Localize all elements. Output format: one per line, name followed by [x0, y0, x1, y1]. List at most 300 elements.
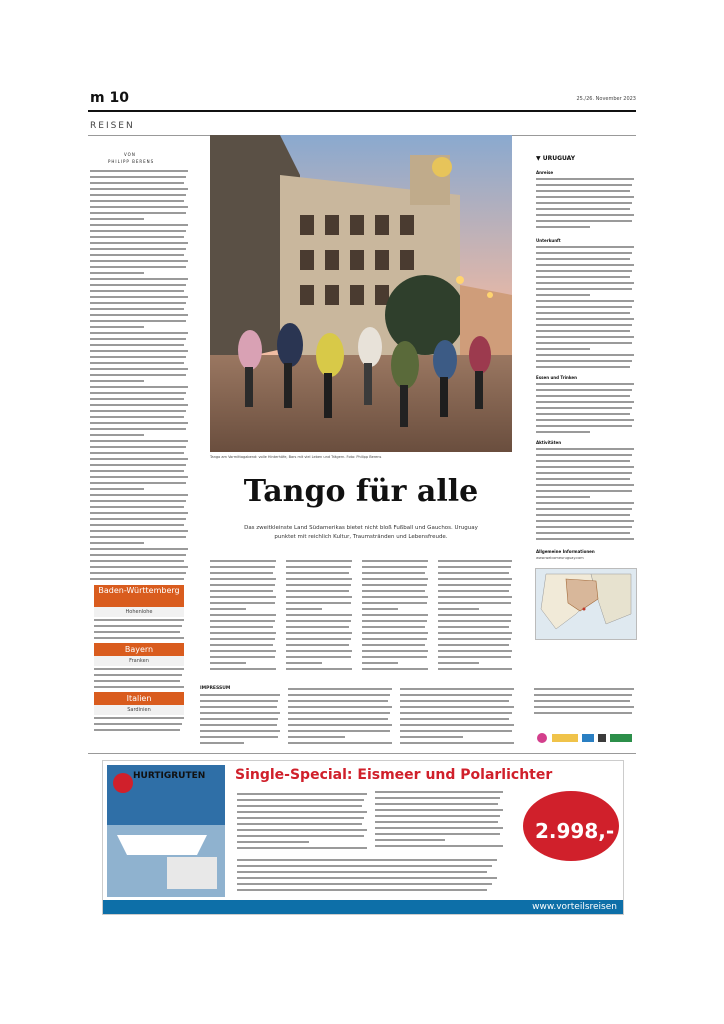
text-line [534, 706, 634, 708]
text-line [237, 865, 492, 867]
text-line [438, 566, 511, 568]
text-line [536, 190, 630, 192]
text-line [362, 596, 428, 598]
text-line [438, 560, 512, 562]
text-line [536, 300, 634, 302]
text-line [90, 206, 188, 208]
text-line [536, 383, 634, 385]
text-line [375, 839, 445, 841]
text-line [90, 404, 188, 406]
text-line [200, 730, 280, 732]
text-line [90, 416, 184, 418]
text-line [375, 803, 498, 805]
text-line [288, 736, 345, 738]
text-line [90, 302, 186, 304]
text-line [536, 419, 634, 421]
text-line [536, 208, 630, 210]
text-line [536, 214, 634, 216]
text-line [90, 488, 144, 490]
text-line [400, 706, 514, 708]
text-line [400, 718, 509, 720]
text-line [536, 312, 630, 314]
sidebar-text-aktivitaeten [536, 448, 634, 544]
text-line [375, 833, 500, 835]
region-italien-sub: Sardinien [94, 705, 184, 715]
newspaper-page [88, 90, 636, 918]
text-line [536, 196, 634, 198]
text-line [438, 632, 512, 634]
partner-logos [536, 730, 634, 744]
text-line [237, 835, 364, 837]
text-line [237, 793, 367, 795]
text-line [438, 668, 512, 670]
text-line [90, 230, 186, 232]
text-line [90, 308, 184, 310]
text-line [237, 847, 367, 849]
text-line [90, 248, 186, 250]
text-line [536, 318, 634, 320]
text-line [237, 859, 497, 861]
text-line [438, 644, 509, 646]
text-line [286, 644, 349, 646]
text-line [200, 712, 280, 714]
text-line [400, 730, 512, 732]
region-italien[interactable]: Italien [94, 692, 184, 705]
text-line [438, 590, 509, 592]
text-line [438, 608, 479, 610]
text-line [288, 730, 390, 732]
text-line [90, 572, 186, 574]
ad-fineprint [237, 859, 497, 893]
text-line [534, 688, 634, 690]
footer-divider [88, 753, 636, 754]
text-line [94, 680, 180, 682]
text-line [94, 619, 184, 621]
text-line [210, 572, 273, 574]
text-line [362, 650, 428, 652]
text-line [286, 608, 322, 610]
ad-price: 2.998,- [535, 819, 615, 843]
text-line [210, 608, 246, 610]
text-line [90, 200, 184, 202]
impressum-col-4 [534, 688, 634, 720]
text-line [90, 218, 144, 220]
region-bw-sub: Hohenlohe [94, 607, 184, 617]
text-line [438, 656, 511, 658]
text-line [90, 224, 188, 226]
text-line [534, 712, 632, 714]
text-line [536, 484, 634, 486]
text-line [362, 668, 428, 670]
text-line [90, 578, 184, 580]
text-line [210, 650, 276, 652]
text-line [286, 602, 351, 604]
text-line [438, 614, 512, 616]
region-bayern-text [94, 668, 184, 688]
text-line [536, 354, 634, 356]
text-line [536, 348, 590, 350]
text-line [536, 454, 632, 456]
text-line [90, 530, 188, 532]
text-line [536, 252, 632, 254]
text-line [286, 668, 352, 670]
text-line [362, 560, 428, 562]
text-line [90, 338, 186, 340]
text-line [237, 811, 367, 813]
text-line [375, 821, 498, 823]
text-line [90, 182, 184, 184]
text-line [362, 608, 398, 610]
section-title: REISEN [90, 121, 135, 131]
text-line [237, 883, 492, 885]
text-line [237, 877, 497, 879]
text-line [94, 729, 180, 731]
ad-list [237, 793, 367, 853]
text-line [536, 178, 634, 180]
text-line [536, 389, 632, 391]
text-line [210, 638, 275, 640]
impressum-col-1 [200, 694, 280, 746]
text-line [536, 448, 634, 450]
text-line [375, 797, 500, 799]
article-column-4 [362, 560, 428, 672]
text-line [90, 560, 184, 562]
region-bayern-sub: Franken [94, 656, 184, 666]
text-line [90, 296, 188, 298]
text-line [90, 518, 186, 520]
article-column-2 [210, 560, 276, 672]
text-line [210, 644, 273, 646]
text-line [286, 560, 352, 562]
text-line [90, 176, 186, 178]
page-header [88, 90, 636, 112]
text-line [210, 602, 275, 604]
sidebar-heading-anreise: Anreise [536, 170, 554, 175]
impressum-title: IMPRESSUM [200, 686, 231, 691]
text-line [536, 425, 632, 427]
text-line [90, 362, 184, 364]
text-line [362, 662, 398, 664]
text-line [286, 626, 349, 628]
text-line [362, 590, 425, 592]
ad-website[interactable]: www.vorteilsreisen [532, 902, 617, 912]
text-line [90, 440, 188, 442]
text-line [362, 632, 428, 634]
text-line [94, 625, 182, 627]
text-line [90, 398, 184, 400]
text-line [90, 476, 188, 478]
sidebar-title: ▼ URUGUAY [536, 155, 576, 162]
sidebar-heading-info: Allgemeine Informationen [536, 549, 595, 554]
text-line [90, 284, 186, 286]
sidebar-heading-essen: Essen und Trinken [536, 375, 577, 380]
byline-von: VON [124, 152, 136, 157]
text-line [438, 572, 509, 574]
text-line [536, 246, 634, 248]
text-line [362, 620, 427, 622]
text-line [200, 736, 278, 738]
text-line [536, 366, 630, 368]
text-line [400, 724, 514, 726]
text-line [362, 602, 427, 604]
sidebar-text-unterkunft [536, 246, 634, 370]
text-line [90, 344, 184, 346]
text-line [536, 431, 590, 433]
advertisement[interactable] [102, 760, 624, 915]
text-line [200, 706, 277, 708]
text-line [536, 264, 634, 266]
text-line [288, 688, 392, 690]
text-line [90, 434, 144, 436]
text-line [286, 578, 352, 580]
text-line [90, 494, 188, 496]
text-line [90, 380, 144, 382]
text-line [90, 332, 188, 334]
sidebar-heading-unterkunft: Unterkunft [536, 238, 561, 243]
text-line [210, 578, 276, 580]
text-line [536, 336, 634, 338]
text-line [210, 590, 273, 592]
sidebar-text-essen [536, 383, 634, 435]
text-line [536, 306, 632, 308]
text-line [438, 578, 512, 580]
text-line [536, 413, 630, 415]
text-line [536, 538, 634, 540]
text-line [536, 202, 632, 204]
text-line [237, 829, 367, 831]
map-graphic [536, 569, 636, 639]
text-line [375, 809, 503, 811]
text-line [288, 694, 390, 696]
text-line [210, 626, 273, 628]
text-line [90, 422, 188, 424]
text-line [237, 823, 362, 825]
text-line [90, 374, 186, 376]
text-line [90, 272, 144, 274]
text-line [536, 270, 632, 272]
text-line [90, 290, 184, 292]
text-line [288, 718, 388, 720]
text-line [90, 506, 184, 508]
text-line [90, 314, 188, 316]
region-bw-text [94, 619, 184, 639]
text-line [200, 694, 280, 696]
text-line [288, 712, 390, 714]
text-line [438, 662, 479, 664]
text-line [536, 276, 630, 278]
text-line [94, 686, 184, 688]
text-line [90, 236, 184, 238]
text-line [90, 350, 188, 352]
article-lead: Das zweitkleinste Land Südamerikas bietet nicht bloß Fußball und Gauchos. Uruguay punktet mit reichlich Kultur, Traumstränden und Lebensfreude. [244, 525, 478, 540]
text-line [536, 294, 590, 296]
text-line [210, 560, 276, 562]
text-line [536, 526, 632, 528]
article-column-1 [90, 170, 188, 580]
text-line [237, 799, 364, 801]
text-line [400, 688, 514, 690]
text-line [90, 212, 186, 214]
page-date: 25./26. November 2023 [576, 96, 636, 102]
text-line [94, 668, 184, 670]
sidebar-url[interactable]: www.welcomeuruguay.com [536, 556, 584, 560]
text-line [90, 410, 186, 412]
text-line [286, 656, 351, 658]
text-line [400, 736, 463, 738]
text-line [210, 662, 246, 664]
text-line [90, 536, 186, 538]
region-bayern[interactable]: Bayern [94, 643, 184, 656]
text-line [90, 458, 188, 460]
text-line [536, 184, 632, 186]
text-line [90, 326, 144, 328]
text-line [375, 791, 503, 793]
text-line [286, 614, 352, 616]
text-line [90, 170, 188, 172]
text-line [362, 656, 427, 658]
text-line [536, 258, 630, 260]
text-line [362, 578, 428, 580]
text-line [210, 566, 275, 568]
sidebar-text-anreise [536, 178, 634, 232]
text-line [90, 566, 188, 568]
text-line [90, 386, 188, 388]
text-line [536, 360, 632, 362]
text-line [536, 520, 634, 522]
text-line [362, 644, 425, 646]
text-line [200, 742, 244, 744]
text-line [237, 805, 362, 807]
text-line [237, 889, 487, 891]
text-line [400, 712, 512, 714]
text-line [286, 632, 352, 634]
text-line [90, 278, 188, 280]
text-line [362, 572, 425, 574]
text-line [362, 584, 427, 586]
text-line [94, 717, 184, 719]
text-line [90, 470, 184, 472]
text-line [536, 407, 632, 409]
text-line [286, 596, 352, 598]
text-line [200, 718, 278, 720]
text-line [362, 638, 427, 640]
text-line [375, 815, 500, 817]
regional-boxes [90, 585, 188, 733]
byline-author: PHILIPP BERENS [108, 159, 155, 164]
text-line [90, 368, 188, 370]
uruguay-map [535, 568, 637, 640]
text-line [400, 694, 512, 696]
text-line [438, 620, 511, 622]
text-line [438, 584, 511, 586]
text-line [90, 254, 184, 256]
text-line [438, 626, 509, 628]
text-line [536, 324, 632, 326]
text-line [362, 614, 428, 616]
text-line [90, 356, 186, 358]
text-line [286, 638, 351, 640]
text-line [536, 532, 630, 534]
text-line [90, 482, 186, 484]
text-line [286, 662, 322, 664]
text-line [94, 723, 182, 725]
text-line [536, 226, 590, 228]
text-line [94, 631, 180, 633]
text-line [288, 724, 392, 726]
text-line [210, 596, 276, 598]
text-line [210, 620, 275, 622]
text-line [536, 282, 634, 284]
text-line [90, 452, 184, 454]
text-line [210, 656, 275, 658]
tango-photo [210, 135, 512, 452]
text-line [362, 626, 425, 628]
text-line [90, 500, 186, 502]
text-line [90, 260, 188, 262]
text-line [536, 478, 630, 480]
text-line [94, 637, 184, 639]
text-line [536, 490, 632, 492]
text-line [237, 817, 364, 819]
region-italien-text [94, 717, 184, 731]
text-line [286, 584, 351, 586]
article-column-3 [286, 560, 352, 672]
text-line [90, 446, 186, 448]
text-line [200, 724, 277, 726]
ad-brand: HURTIGRUTEN [133, 771, 206, 781]
text-line [200, 700, 278, 702]
photo-caption: Tango am Vormittagabend: volle Hinterhöfe, Bars mit viel Leben und Trägern. Foto: Philipp Berens [210, 455, 382, 459]
text-line [536, 466, 634, 468]
text-line [90, 542, 144, 544]
text-line [90, 554, 186, 556]
article-column-5 [438, 560, 512, 672]
text-line [90, 320, 186, 322]
impressum-col-3 [400, 688, 514, 746]
text-line [288, 706, 392, 708]
text-line [90, 548, 188, 550]
text-line [288, 742, 392, 744]
sidebar-heading-aktivitaeten: Aktivitäten [536, 440, 562, 445]
text-line [210, 632, 276, 634]
text-line [536, 401, 634, 403]
text-line [94, 674, 182, 676]
text-line [536, 460, 630, 462]
ad-image-panel [107, 765, 225, 897]
text-line [536, 330, 630, 332]
text-line [438, 602, 511, 604]
article-headline: Tango für alle [243, 474, 479, 509]
text-line [375, 845, 503, 847]
text-line [90, 242, 188, 244]
text-line [536, 514, 630, 516]
text-line [90, 392, 186, 394]
text-line [210, 584, 275, 586]
text-line [210, 668, 276, 670]
page-number: m 10 [90, 90, 129, 106]
text-line [375, 827, 503, 829]
region-bw[interactable]: Baden-Württemberg [94, 585, 184, 607]
ad-table [375, 791, 503, 851]
text-line [536, 496, 590, 498]
text-line [90, 194, 186, 196]
text-line [536, 220, 632, 222]
text-line [536, 472, 632, 474]
text-line [534, 694, 632, 696]
text-line [90, 428, 186, 430]
text-line [438, 596, 512, 598]
text-line [286, 566, 351, 568]
